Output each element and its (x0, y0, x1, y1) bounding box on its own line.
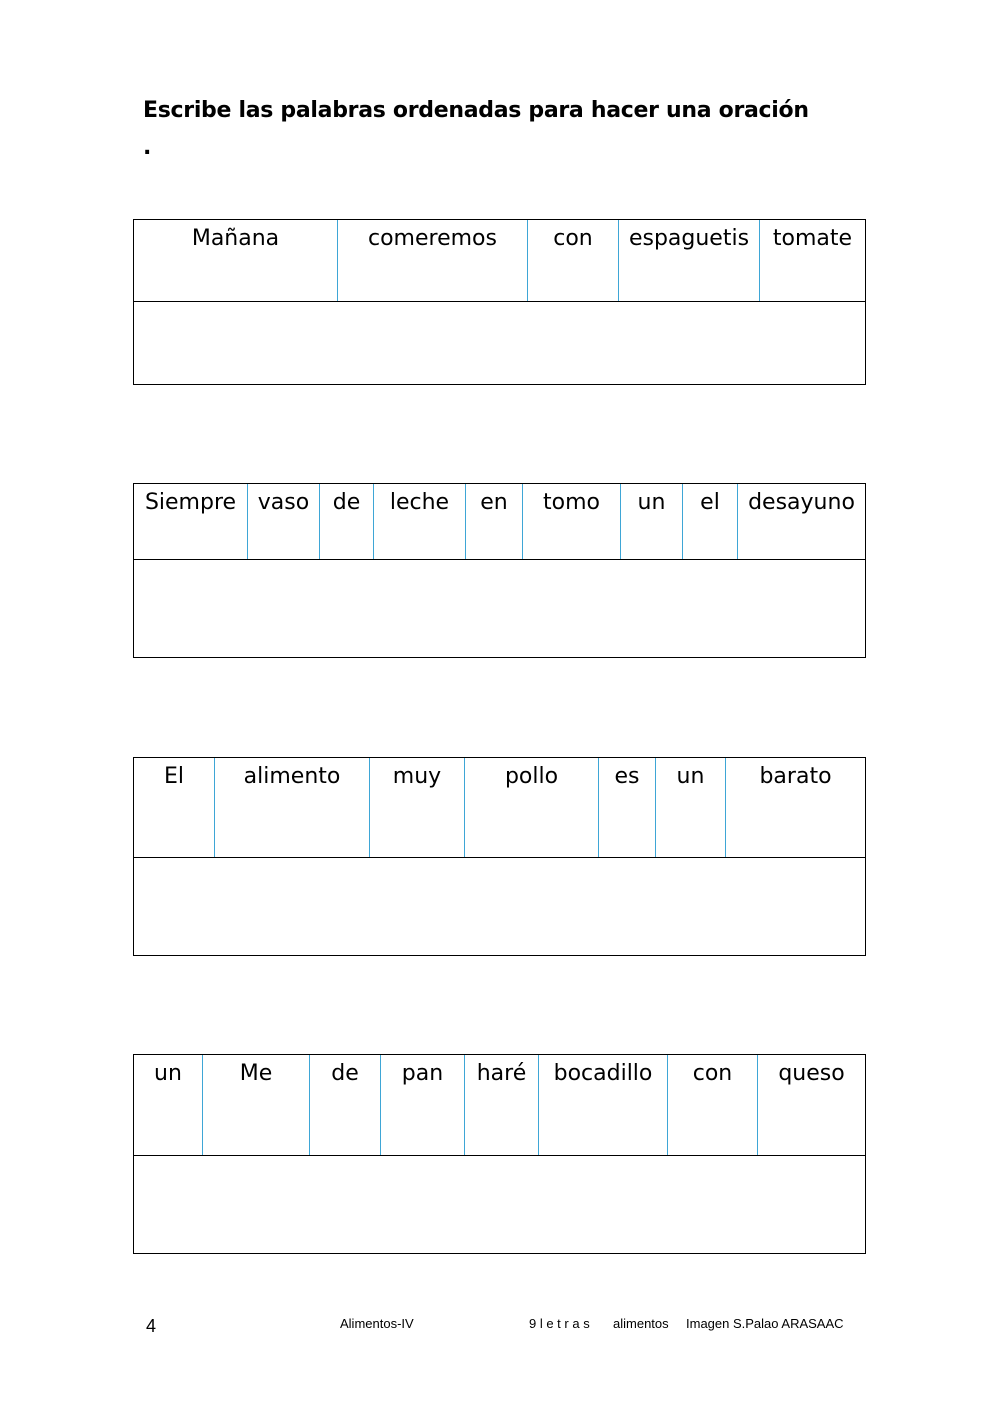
word-cell: barato (759, 764, 832, 789)
word-cell: comeremos (338, 220, 528, 301)
word-cell: espaguetis (619, 220, 760, 301)
word-cell: tomo (523, 484, 621, 559)
footer-series: 9 l e t r a s (529, 1316, 590, 1331)
word-cell: bocadillo (539, 1055, 668, 1155)
word-cell: con (668, 1055, 758, 1155)
answer-box[interactable] (134, 302, 865, 384)
word-cell: pan (381, 1055, 465, 1155)
word-row (134, 220, 865, 302)
word-cell: leche (374, 484, 466, 559)
footer-topic: alimentos (613, 1316, 669, 1331)
word-cell: Mañana (134, 220, 338, 301)
word-cell: desayuno (748, 490, 855, 515)
word-row (134, 484, 865, 560)
exercise-1 (133, 219, 866, 385)
word-cell: un (656, 758, 726, 857)
word-cell: de (310, 1055, 381, 1155)
word-cell: queso (778, 1061, 845, 1086)
word-cell: es (599, 758, 656, 857)
word-cell: un (134, 1055, 203, 1155)
word-cell: Me (203, 1055, 310, 1155)
footer-credit: Imagen S.Palao ARASAAC (686, 1316, 844, 1331)
footer-unit: Alimentos-IV (340, 1316, 414, 1331)
answer-box[interactable] (134, 1156, 865, 1253)
word-cell: alimento (215, 758, 370, 857)
answer-box[interactable] (134, 858, 865, 955)
word-cell: de (320, 484, 374, 559)
word-cell: vaso (248, 484, 320, 559)
exercise-4 (133, 1054, 866, 1254)
exercise-3 (133, 757, 866, 956)
word-cell: tomate (772, 226, 853, 251)
title-dot: . (143, 135, 152, 160)
word-cell: el (683, 484, 738, 559)
word-cell: con (528, 220, 619, 301)
page-number: 4 (146, 1316, 157, 1336)
word-cell: en (466, 484, 523, 559)
word-cell: un (621, 484, 683, 559)
page-title: Escribe las palabras ordenadas para hacer una oración (143, 98, 809, 123)
word-row (134, 758, 865, 858)
word-row (134, 1055, 865, 1156)
exercise-2 (133, 483, 866, 658)
answer-box[interactable] (134, 560, 865, 657)
word-cell: El (134, 758, 215, 857)
word-cell: pollo (465, 758, 599, 857)
word-cell: Siempre (134, 484, 248, 559)
word-cell: muy (370, 758, 465, 857)
word-cell: haré (465, 1055, 539, 1155)
